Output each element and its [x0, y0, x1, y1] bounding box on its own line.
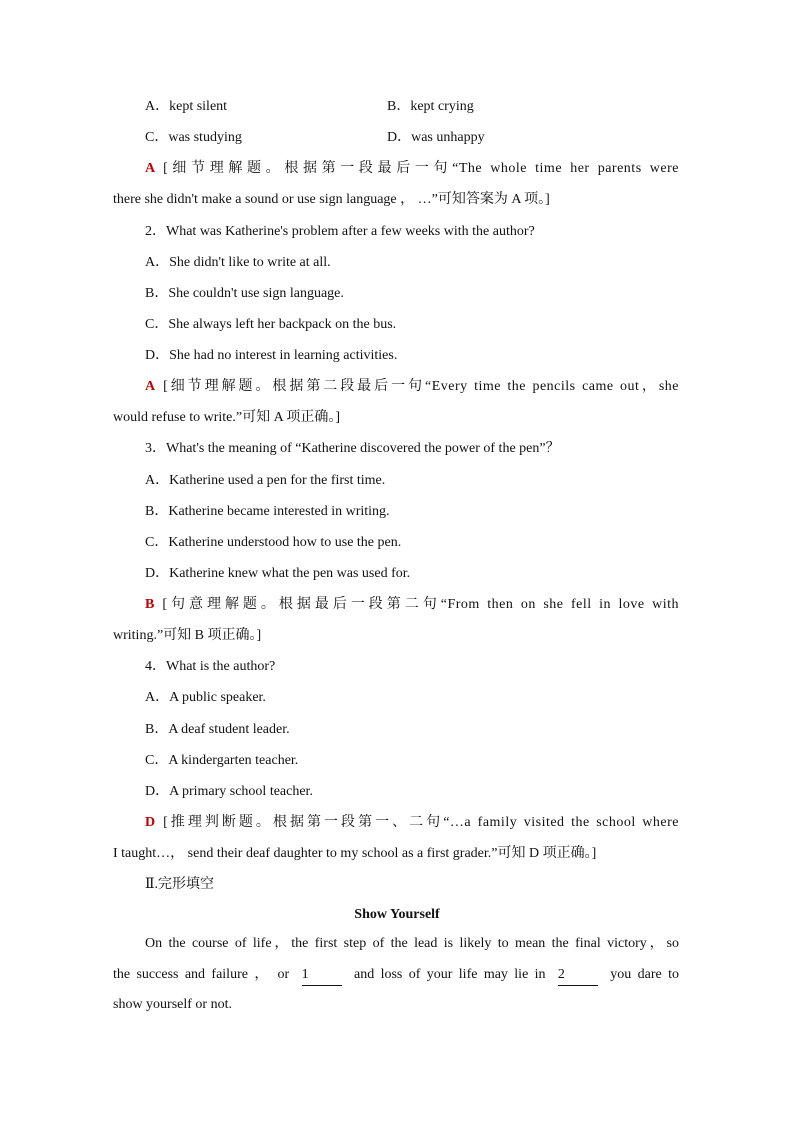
passage-line1: On the course of life，the first step of the lead is likely to mean the final victory，so	[145, 936, 679, 951]
q1-answer-line1	[145, 159, 679, 179]
blank-1[interactable]: 1	[302, 965, 342, 986]
q1-options-row1	[145, 97, 679, 117]
q1-options-row2	[145, 128, 679, 148]
q2-answer-letter: A	[145, 379, 156, 394]
q3-answer-line1	[145, 595, 679, 615]
q4-option-c: C．A kindergarten teacher.	[145, 753, 299, 768]
q2-option-b: B．She couldn't use sign language.	[145, 286, 344, 301]
q3-option-c: C．Katherine understood how to use the pen.	[145, 535, 402, 550]
q1-option-a: A．kept silent	[145, 99, 228, 114]
q4-option-d: D．A primary school teacher.	[145, 784, 313, 799]
q3-answer-line2: writing.”可知 B 项正确。]	[113, 628, 262, 643]
q2-answer-line2: would refuse to write.”可知 A 项正确。]	[113, 410, 341, 425]
q1-answer-line2: there she didn't make a sound or use sign language ， …”可知答案为 A 项。]	[113, 192, 550, 207]
q1-option-b: B．kept crying	[387, 99, 474, 114]
q2-answer-text1: [细节理解题。根据第二段最后一句“Every time the pencils came out，she	[163, 379, 679, 394]
q2-stem: 2．What was Katherine's problem after a few weeks with the author?	[145, 224, 535, 239]
q3-option-a: A．Katherine used a pen for the first time.	[145, 473, 386, 488]
q3-option-d: D．Katherine knew what the pen was used for.	[145, 566, 411, 581]
q3-option-b: B．Katherine became interested in writing.	[145, 504, 390, 519]
passage-line2	[113, 965, 679, 986]
q4-answer-line1	[145, 813, 679, 833]
q3-answer-text1: [句意理解题。根据最后一段第二句“From then on she fell in love with	[162, 597, 679, 612]
q4-option-b: B．A deaf student leader.	[145, 722, 290, 737]
q2-option-a: A．She didn't like to write at all.	[145, 255, 331, 270]
passage-title: Show Yourself	[354, 907, 440, 922]
q4-answer-letter: D	[145, 815, 156, 830]
q2-answer-line1	[145, 377, 679, 397]
q2-option-d: D．She had no interest in learning activities.	[145, 348, 398, 363]
q3-answer-letter: B	[145, 597, 155, 612]
q4-option-a: A．A public speaker.	[145, 690, 266, 705]
passage-line3: show yourself or not.	[113, 997, 232, 1012]
q4-answer-text1: [推理判断题。根据第一段第一、二句“…a family visited the school where	[163, 815, 679, 830]
q1-option-c: C．was studying	[145, 130, 242, 145]
q3-stem: 3．What's the meaning of “Katherine discovered the power of the pen”？	[145, 441, 560, 456]
blank-2[interactable]: 2	[558, 965, 598, 986]
q1-answer-letter: A	[145, 161, 156, 176]
q4-stem: 4．What is the author?	[145, 659, 276, 674]
section-heading: Ⅱ.完形填空	[145, 877, 215, 892]
q4-answer-line2: I taught…， send their deaf daughter to my school as a first grader.”可知 D 项正确。]	[113, 846, 597, 861]
q2-option-c: C．She always left her backpack on the bus.	[145, 317, 397, 332]
passage-text-b: and loss of your life may lie in	[353, 967, 546, 982]
q1-answer-text1: [细节理解题。根据第一段最后一句“The whole time her parents were	[163, 161, 679, 176]
q1-option-d: D．was unhappy	[387, 130, 485, 145]
passage-text-c: you dare to	[610, 967, 680, 982]
passage-text-a: the success and failure ， or	[113, 967, 290, 982]
